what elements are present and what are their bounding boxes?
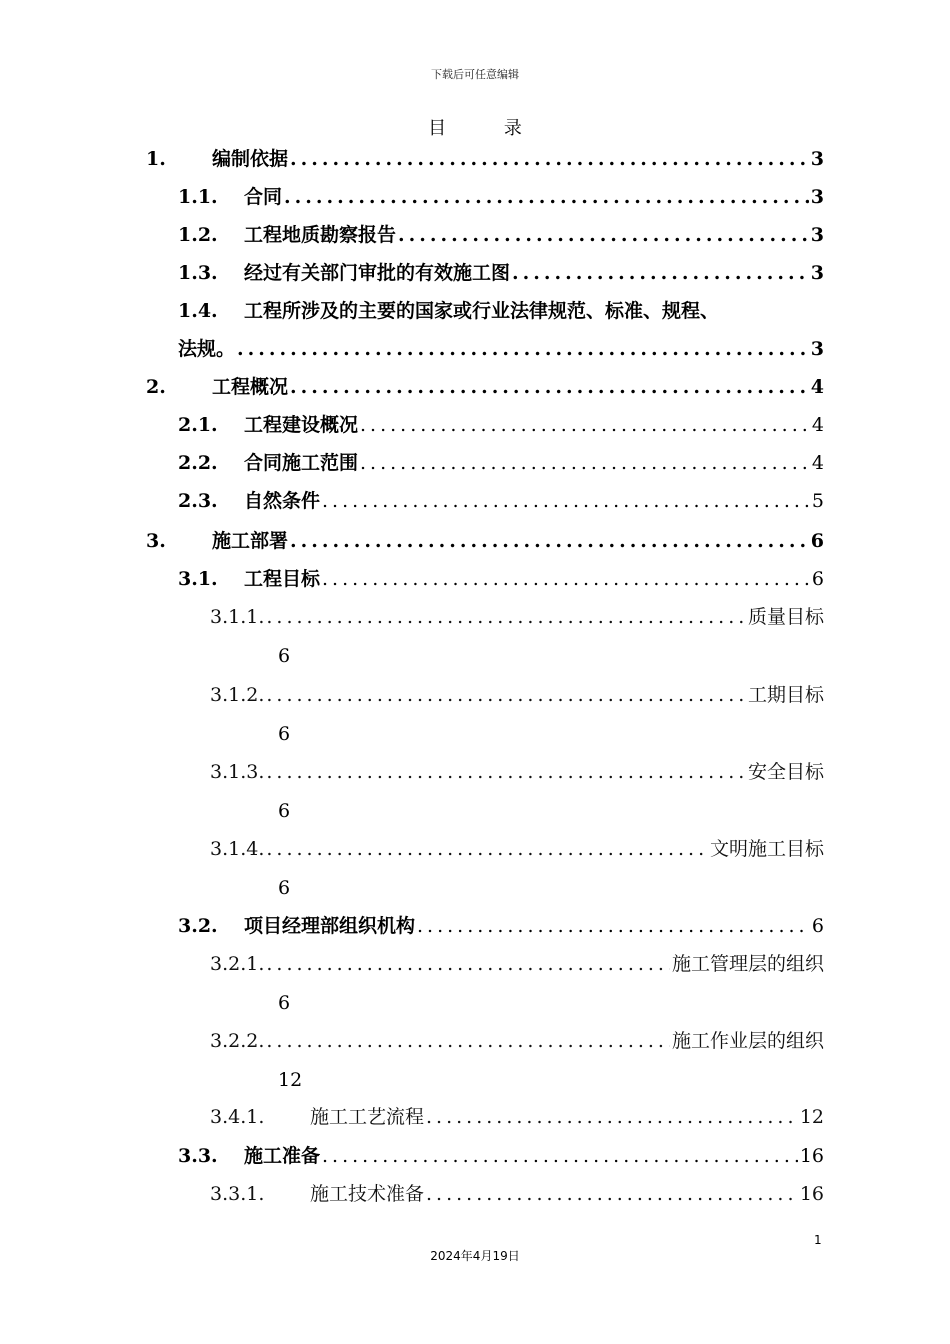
toc-entry-title: 合同 [244,186,283,208]
leader-dots [322,482,810,520]
toc-entry-3-1-1[interactable] [210,598,824,636]
leader-dots [266,830,708,868]
toc-entry-page: 3 [810,262,824,284]
leader-dots [266,945,670,983]
toc-entry-3-3-1[interactable] [210,1175,824,1213]
leader-dots [322,1137,798,1175]
toc-entry-3-2[interactable] [178,907,824,945]
toc-entry-1-3[interactable] [178,254,824,292]
toc-entry-3-1-4[interactable] [210,830,824,868]
leader-dots [290,368,809,406]
toc-entry-page: 4 [811,452,824,474]
toc-entry-2-2[interactable] [178,444,824,482]
toc-entry-page: 16 [799,1145,824,1167]
toc-entry-3-2-2[interactable] [210,1022,824,1060]
toc-entry-1[interactable] [146,140,824,178]
page-number: 1 [814,1233,822,1247]
toc-title: 目 录 [428,118,548,139]
toc-entry-title: 施工作业层的组织 [671,1030,824,1052]
leader-dots [237,330,809,368]
toc-entry-page: 6 [811,915,824,937]
toc-entry-title: 工期目标 [747,684,824,706]
toc-entry-page: 6 [810,530,824,552]
toc-entry-title: 编制依据 [212,148,289,170]
toc-entry-1-2[interactable] [178,216,824,254]
toc-entry-title: 施工工艺流程 [310,1106,425,1128]
toc-entry-page: 12 [278,1069,303,1091]
toc-entry-title: 施工技术准备 [310,1183,425,1205]
toc-entry-1-4-continuation[interactable] [178,330,824,368]
toc-entry-page: 6 [278,992,291,1014]
toc-entry-title-continuation: 法规。 [178,338,236,360]
toc-entry-title: 工程地质勘察报告 [244,224,397,246]
toc-entry-number: 1.4. [178,300,218,322]
toc-entry-title: 工程概况 [212,376,289,398]
toc-entry-page: 4 [810,376,824,398]
toc-entry-page: 6 [278,723,291,745]
toc-entry-title: 合同施工范围 [244,452,359,474]
toc-entry-page: 3 [810,186,824,208]
leader-dots [284,178,809,216]
toc-entry-number: 3.2.2. [210,1030,265,1052]
leader-dots [266,753,746,791]
toc-entry-title: 施工准备 [244,1145,321,1167]
toc-entry-page: 5 [811,490,824,512]
toc-entry-title: 施工管理层的组织 [671,953,824,975]
toc-entry-number: 2. [146,376,166,398]
toc-entry-number: 3.1.3. [210,761,265,783]
toc-entry-2-3[interactable] [178,482,824,520]
toc-entry-number: 3.2.1. [210,953,265,975]
toc-entry-number: 3.3.1. [210,1183,265,1205]
toc-entry-page: 6 [278,877,291,899]
toc-entry-title: 项目经理部组织机构 [244,915,416,937]
toc-entry-title: 质量目标 [747,606,824,628]
toc-entry-3-1-3[interactable] [210,753,824,791]
toc-entry-3-3[interactable] [178,1137,824,1175]
toc-entry-3-2-1[interactable] [210,945,824,983]
leader-dots [290,140,809,178]
toc-entry-page: 3 [810,338,824,360]
toc-entry-number: 1.3. [178,262,218,284]
leader-dots [266,598,746,636]
toc-entry-3[interactable] [146,522,824,560]
toc-entry-2-1[interactable] [178,406,824,444]
leader-dots [360,444,810,482]
page-header: 下载后可任意编辑 [431,68,519,81]
leader-dots [512,254,809,292]
toc-entry-title: 文明施工目标 [709,838,824,860]
toc-entry-number: 3.1.4. [210,838,265,860]
leader-dots [266,676,746,714]
toc-entry-number: 2.2. [178,452,218,474]
leader-dots [398,216,809,254]
toc-entry-title: 自然条件 [244,490,321,512]
toc-entry-1-1[interactable] [178,178,824,216]
footer-date: 2024年4月19日 [430,1249,520,1263]
toc-entry-title: 安全目标 [747,761,824,783]
toc-entry-number: 3.1.2. [210,684,265,706]
toc-entry-page: 6 [278,645,291,667]
toc-entry-page: 3 [810,224,824,246]
toc-entry-page: 12 [799,1106,824,1128]
toc-entry-number: 2.1. [178,414,218,436]
toc-entry-number: 1.2. [178,224,218,246]
toc-entry-page: 3 [810,148,824,170]
toc-entry-title: 施工部署 [212,530,289,552]
leader-dots [360,406,810,444]
leader-dots [426,1098,798,1136]
toc-entry-number: 3.2. [178,915,218,937]
leader-dots [266,1022,670,1060]
toc-entry-title: 经过有关部门审批的有效施工图 [244,262,511,284]
toc-entry-title: 工程目标 [244,568,321,590]
toc-entry-1-4[interactable] [178,292,824,330]
toc-entry-number: 1.1. [178,186,218,208]
toc-entry-number: 3. [146,530,166,552]
toc-entry-title: 工程建设概况 [244,414,359,436]
toc-entry-page: 6 [278,800,291,822]
toc-entry-number: 3.1.1. [210,606,265,628]
toc-entry-number: 3.3. [178,1145,218,1167]
toc-entry-title: 工程所涉及的主要的国家或行业法律规范、标准、规程、 [244,300,720,322]
leader-dots [290,522,809,560]
toc-entry-number: 2.3. [178,490,218,512]
toc-entry-number: 3.1. [178,568,218,590]
toc-entry-3-4-1[interactable] [210,1098,824,1136]
toc-entry-page: 4 [811,414,824,436]
toc-entry-number: 1. [146,148,166,170]
leader-dots [426,1175,798,1213]
leader-dots [417,907,810,945]
toc-entry-page: 16 [799,1183,824,1205]
toc-entry-2[interactable] [146,368,824,406]
toc-entry-page: 6 [811,568,824,590]
leader-dots [322,560,810,598]
toc-entry-3-1[interactable] [178,560,824,598]
toc-entry-3-1-2[interactable] [210,676,824,714]
toc-entry-number: 3.4.1. [210,1106,265,1128]
